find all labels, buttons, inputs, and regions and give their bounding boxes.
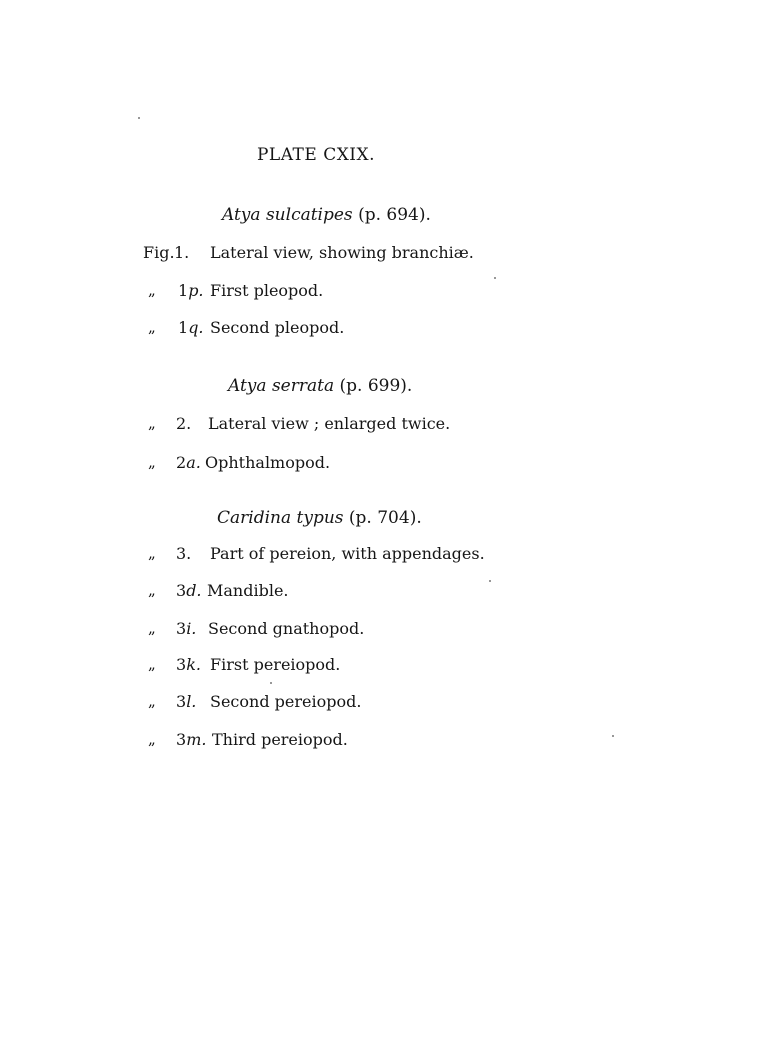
species-name: Atya sulcatipes — [222, 205, 353, 225]
figure-number: 3. — [176, 544, 192, 563]
figure-description: Mandible. — [207, 581, 289, 600]
figure-description: First pleopod. — [210, 281, 324, 300]
ditto-mark: „ — [148, 453, 156, 471]
ditto-mark: „ — [148, 544, 156, 562]
scan-speck — [489, 580, 491, 582]
species-name: Atya serrata — [228, 376, 335, 396]
figure-description: Second gnathopod. — [208, 619, 365, 638]
scan-speck — [612, 735, 614, 737]
ditto-mark: „ — [148, 655, 156, 673]
page-reference: (p. 694). — [358, 205, 431, 225]
section-heading-atya-sulcatipes — [222, 205, 431, 225]
figure-number: 1. — [174, 243, 190, 262]
figure-number: 1q. — [178, 318, 204, 337]
section-heading-caridina-typus — [217, 508, 422, 528]
figure-number: 3l. — [176, 692, 197, 711]
scan-speck — [494, 277, 496, 279]
ditto-mark: „ — [148, 730, 156, 748]
figure-number: 1p. — [178, 281, 204, 300]
figure-number: 3k. — [176, 655, 201, 674]
species-name: Caridina typus — [217, 508, 344, 528]
figure-description: Second pereiopod. — [210, 692, 362, 711]
scan-speck — [270, 682, 272, 684]
figure-description: Lateral view ; enlarged twice. — [208, 414, 451, 433]
ditto-mark: „ — [148, 281, 156, 299]
figure-description: Lateral view, showing branchiæ. — [210, 243, 474, 262]
figure-number: 2a. — [176, 453, 201, 472]
figure-description: Ophthalmopod. — [205, 453, 331, 472]
fig-label: Fig. — [143, 243, 175, 262]
scan-speck — [138, 117, 140, 119]
section-heading-atya-serrata — [228, 376, 412, 396]
figure-number: 3i. — [176, 619, 197, 638]
figure-number: 3d. — [176, 581, 202, 600]
ditto-mark: „ — [148, 692, 156, 710]
figure-number: 3m. — [176, 730, 207, 749]
figure-description: Second pleopod. — [210, 318, 345, 337]
ditto-mark: „ — [148, 414, 156, 432]
ditto-mark: „ — [148, 318, 156, 336]
figure-description: Part of pereion, with appendages. — [210, 544, 485, 563]
page-reference: (p. 699). — [339, 376, 413, 396]
figure-number: 2. — [176, 414, 192, 433]
ditto-mark: „ — [148, 581, 156, 599]
plate-title: PLATE CXIX. — [256, 145, 376, 165]
page-reference: (p. 704). — [348, 508, 422, 528]
figure-description: Third pereiopod. — [212, 730, 348, 749]
figure-description: First pereiopod. — [210, 655, 341, 674]
ditto-mark: „ — [148, 619, 156, 637]
